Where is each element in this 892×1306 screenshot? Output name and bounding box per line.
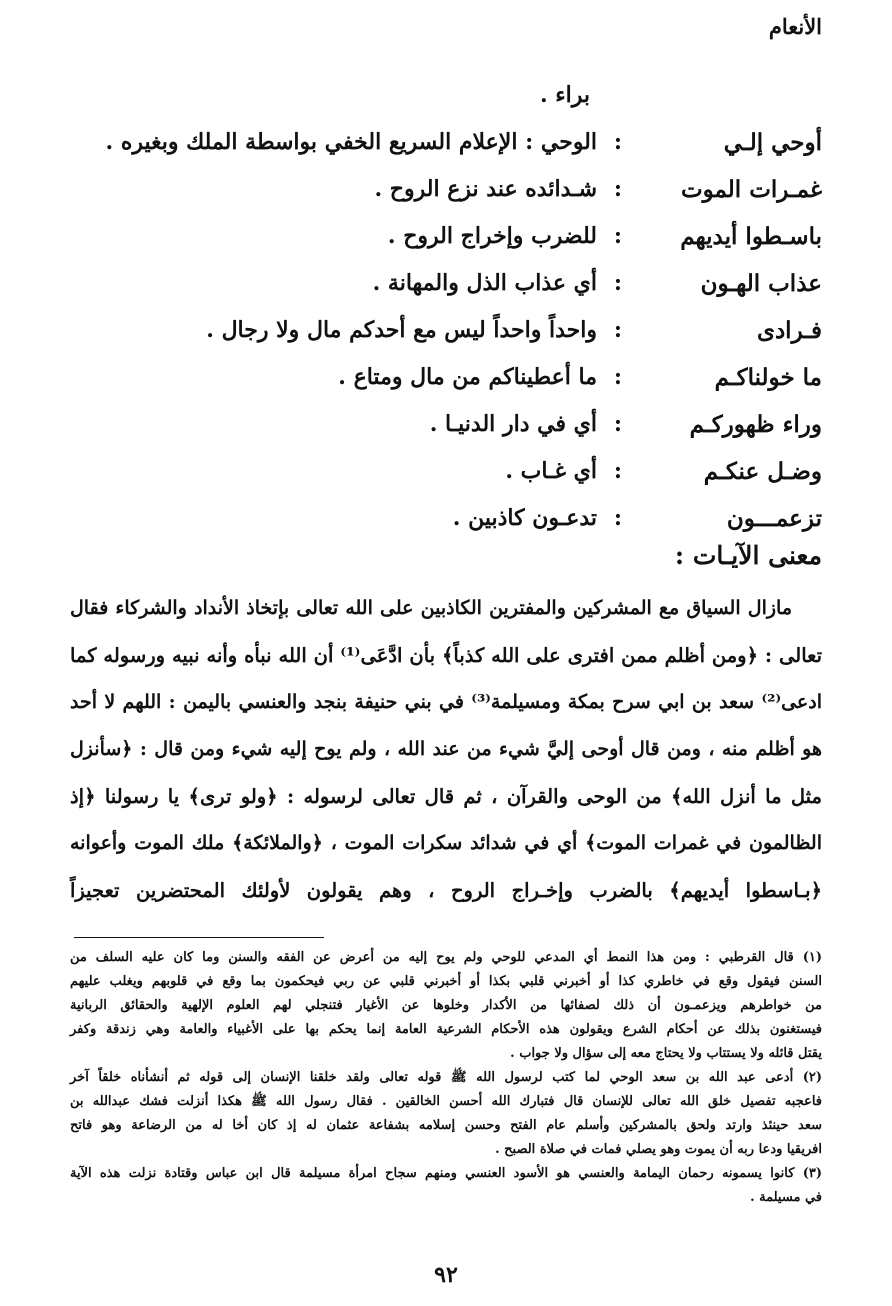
footnote-line: (٢) أدعى عبد الله بن سعد الوحي لما كتب لرسول الله ﷺ قوله تعالى ولقد خلقنا الإنسان إلى قوله ثم أنشأناه خلقاً آخر <box>70 1070 822 1085</box>
commentary-body <box>70 585 822 914</box>
vocab-colon: : <box>613 364 622 390</box>
vocab-row <box>62 176 822 223</box>
footnotes <box>70 946 822 1210</box>
vocab-colon: : <box>613 505 622 531</box>
footnote-line: سعد حينئذ وارتد ولحق بالمشركين وأسلم عام الفتح وحسن إسلامه بشفاعة عثمان له إذ كان أخا له من الرضاعة وهو فاتح <box>70 1118 822 1133</box>
vocab-colon: : <box>613 129 622 155</box>
body-line: ادعى⁽²⁾ سعد بن ابي سرح بمكة ومسيلمة⁽³⁾ في بني حنيفة بنجد والعنسي باليمن : اللهم لا أحد <box>70 691 823 713</box>
vocab-term: باسـطوا أيديهم <box>680 223 822 250</box>
footnote-line: (٣) كانوا يسمونه رحمان اليمامة والعنسي هو الأسود العنسي ومنهم سجاح امرأة مسيلمة قال ابن عباس وقتادة نزلت هذه الآية <box>70 1166 822 1181</box>
body-line: الظالمون في غمرات الموت﴾ أي في شدائد سكرات الموت ، ﴿والملائكة﴾ ملك الموت وأعوانه <box>70 832 822 854</box>
body-line: مثل ما أنزل الله﴾ من الوحى والقرآن ، ثم قال تعالى لرسوله : ﴿ولو ترى﴾ يا رسولنا ﴿إذ <box>70 785 822 808</box>
vocab-colon: : <box>613 270 622 296</box>
body-line: ﴿بـاسطوا أيديهم﴾ بالضرب وإخـراج الروح ، وهم يقولون لأولئك المحتضرين تعجيزاً <box>70 879 822 902</box>
footnote-line: افريقيا ودعا ربه أن يموت وهو يصلي فمات في صلاة الصبح . <box>495 1142 822 1157</box>
vocab-row <box>62 364 822 411</box>
vocab-term: غمـرات الموت <box>680 176 822 203</box>
vocab-row <box>62 317 822 364</box>
footnote-divider <box>74 937 324 938</box>
vocab-row <box>62 129 822 176</box>
vocab-term: أوحي إلـي <box>723 129 822 156</box>
footnote-line: السنن فيقول وقع في خاطري كذا أو أخبرني قلبي بكذا أو أخبرني قلبي عن ربي فيحكمون بما وقع في قلوبهم ويغلب عليهم <box>70 974 822 989</box>
vocab-definition: الوحي : الإعلام السريع الخفي بواسطة الملك وبغيره . <box>105 129 597 155</box>
footnote-line: (١) قال القرطبي : ومن هذا النمط أي المدعي للوحي ولم يوح إليه من أعرض عن الفقه والسنن وما كان عليه السلف من <box>70 950 822 965</box>
vocab-colon: : <box>613 411 622 437</box>
vocab-colon: : <box>613 176 622 202</box>
vocab-term: تزعمـــون <box>726 505 822 532</box>
vocab-term: ما خولناكـم <box>714 364 822 391</box>
vocab-colon: : <box>613 458 622 484</box>
footnote-line: في مسيلمة . <box>750 1190 822 1205</box>
section-heading: معنى الآيـات : <box>674 541 822 570</box>
vocab-definition: أي عذاب الذل والمهانة . <box>372 270 597 296</box>
vocab-continuation-row <box>62 82 822 129</box>
vocab-term: عذاب الهـون <box>700 270 822 297</box>
page-number: ٩٢ <box>434 1262 458 1288</box>
vocab-row <box>62 223 822 270</box>
footnote-line: فاعجبه تفصيل خلق الله تعالى للإنسان قال فتبارك الله أحسن الخالقين . فقال رسول الله ﷺ هكذا أنزلت فشك عبدالله بن <box>70 1094 822 1109</box>
running-title: الأنعام <box>768 14 822 39</box>
vocab-row <box>62 458 822 505</box>
vocab-row <box>62 270 822 317</box>
body-line: مازال السياق مع المشركين والمفترين الكاذبين على الله تعالى بإتخاذ الأنداد والشركاء فقال <box>70 597 792 619</box>
vocab-definition: أي غـاب . <box>505 458 597 484</box>
vocab-colon: : <box>613 223 622 249</box>
vocab-row <box>62 411 822 458</box>
vocab-colon: : <box>613 317 622 343</box>
vocab-definition: أي في دار الدنيـا . <box>429 411 597 437</box>
vocab-definition: ما أعطيناكم من مال ومتاع . <box>338 364 597 390</box>
vocabulary-list <box>62 82 822 552</box>
footnote-line: فيستغنون بذلك عن أحكام الشرع ويقولون هذه الأحكام الشرعية العامة إنما يحكم بها على الأغبياء والعامة وهي زندقة وكفر <box>70 1022 822 1037</box>
vocab-term: فـرادى <box>756 317 822 344</box>
vocab-term: وراء ظهوركـم <box>689 411 822 438</box>
body-line: تعالى : ﴿ومن أظلم ممن افترى على الله كذباً﴾ بأن ادَّعَى⁽¹⁾ أن الله نبأه وأنه نبيه ورسوله كما <box>70 644 822 667</box>
footnote-line: يقتل قائله ولا يستتاب ولا يحتاج معه إلى سؤال ولا جواب . <box>510 1046 822 1061</box>
vocab-definition: للضرب وإخراج الروح . <box>387 223 597 249</box>
footnote-line: من خواطرهم ويزعمـون أن ذلك لصفائها من الأكدار وخلوها عن الأغيار فتنجلي لهم العلوم الإلهية والحقائق الربانية <box>70 998 822 1013</box>
vocab-definition: واحداً واحداً ليس مع أحدكم مال ولا رجال . <box>206 317 597 343</box>
vocab-definition: شـدائده عند نزع الروح . <box>374 176 597 202</box>
vocab-continuation: براء . <box>539 82 590 108</box>
body-line: هو أظلم منه ، ومن قال أوحى إليَّ شيء من عند الله ، ولم يوح إليه شيء ومن قال : ﴿سأنزل <box>70 738 822 760</box>
vocab-term: وضـل عنكـم <box>703 458 822 485</box>
vocab-definition: تدعـون كاذبين . <box>452 505 597 531</box>
